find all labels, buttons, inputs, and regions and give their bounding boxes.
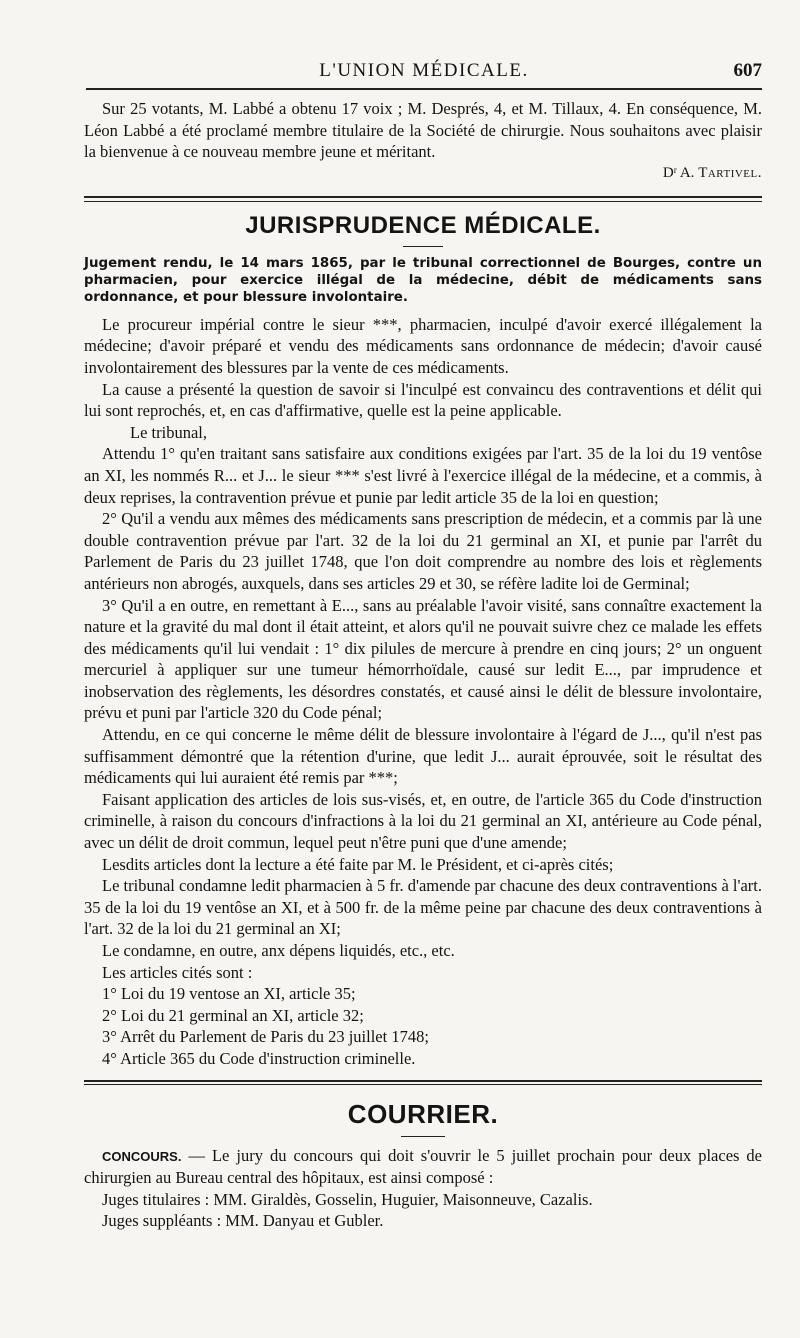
title-dash [403,246,443,247]
signature-name: Tartivel. [698,164,762,181]
judgment-paragraph: Le procureur impérial contre le sieur ***, pharmacien, inculpé d'avoir exercé illégalement la médecine; d'avoir préparé et vendu des médicaments sans ordonnance de médecin; d'avoir causé involontairement des blessures par la vente de ces médicaments. [84,314,762,377]
juges-titulaires: Juges titulaires : MM. Giraldès, Gosselin, Huguier, Maisonneuve, Cazalis. [102,1189,593,1209]
cited-articles-list [84,983,762,1069]
courrier-title: COURRIER. [347,1098,499,1129]
concours-label: CONCOURS. [102,1148,182,1164]
section-divider [84,196,762,202]
judgment-paragraph: Le tribunal condamne ledit pharmacien à 5 fr. d'amende par chacune des deux contraventions à l'art. 35 de la loi du 19 ventôse an XI, et à 500 fr. de la même peine par chacune des deux contraventions à l'art. 32 de la loi du 21 germinal an XI; [84,876,762,939]
list-item: 1° Loi du 19 ventose an XI, article 35; [102,984,356,1004]
judgment-paragraph: 3° Qu'il a en outre, en remettant à E..., sans au préalable l'avoir visité, sans connaître exactement la nature et la gravité du mal dont il était atteint, et alors qu'il ne pouvait suivre chez ce malade les effets des médicaments qu'il lui vendait : 1° dix pilules de mercure à prendre en cinq jours; 2° un onguent mercuriel à appliquer sur une tumeur hémorrhoïdale, causé sur ledit E..., par imprudence et inobservation des règlements, les désordres constatés, et causé ainsi le délit de blessure involontaire, prévu et puni par l'article 320 du Code pénal; [84,595,762,723]
judgment-paragraph: Attendu, en ce qui concerne le même délit de blessure involontaire à l'égard de J..., qu'il n'est pas suffisamment démontré que la rétention d'urine, que ledit J... aurait éprouvée, soit le résultat des médicaments qui lui auraient été remis par ***; [84,725,762,788]
concours-text: — Le jury du concours qui doit s'ouvrir le 5 juillet prochain pour deux places de chirurgien au Bureau central des hôpitaux, est ainsi composé : [84,1145,763,1188]
judgment-heading: Jugement rendu, le 14 mars 1865, par le tribunal correctionnel de Bourges, contre un pharmacien, pour exercice illégal de la médecine, débit de médicaments sans ordonnance, et pour blessure involontaire. [84,255,762,305]
concours-paragraph [84,1145,762,1189]
judgment-paragraph: Le tribunal, [130,422,207,442]
judgment-paragraph: Attendu 1° qu'en traitant sans satisfaire aux conditions exigées par l'art. 35 de la loi du 19 ventôse an XI, les nommés R... et J... le sieur *** s'est livré à l'exercice illégal de la médecine, et a commis, à deux reprises, la contravention prévue et punie par ledit article 35 de la loi en question; [84,444,762,507]
title-dash [401,1136,445,1137]
page-content [84,98,762,1232]
list-item: 4° Article 365 du Code d'instruction criminelle. [102,1048,416,1068]
judgment-paragraph: 2° Qu'il a vendu aux mêmes des médicaments sans prescription de médecin, et a commis par là une double contravention prévue par l'art. 32 de la loi du 21 germinal an XI, et punie par l'arrêt du Parlement de Paris du 23 juillet 1748, que l'on doit comprendre au nombre des lois et règlements antérieurs non abrogés, auxquels, dans ses articles 29 et 30, se réfère ladite loi de Germinal; [84,509,762,593]
judgment-paragraph: Lesdits articles dont la lecture a été faite par M. le Président, et ci-après cités; [102,854,614,874]
list-item: 2° Loi du 21 germinal an XI, article 32; [102,1005,364,1025]
list-item: 3° Arrêt du Parlement de Paris du 23 juillet 1748; [102,1027,429,1047]
judgment-paragraph: Faisant application des articles de lois sus-visés, et, en outre, de l'article 365 du Code d'instruction criminelle, à raison du concours d'infractions à la loi du 21 germinal an XI, antérieure au Code pénal, avec un délit de droit commun, lequel peut n'être puni que d'une amende; [84,789,762,853]
running-title: L'UNION MÉDICALE. [319,60,529,81]
jurisprudence-title: JURISPRUDENCE MÉDICALE. [245,211,601,239]
page-number: 607 [733,60,762,81]
intro-paragraph: Sur 25 votants, M. Labbé a obtenu 17 voix ; M. Després, 4, et M. Tillaux, 4. En conséquence, M. Léon Labbé a été proclamé membre titulaire de la Société de chirurgie. Nous souhaitons avec plaisir la bienvenue à ce nouveau membre jeune et méritant. [84,99,762,162]
juges-suppleants: Juges suppléants : MM. Danyau et Gubler. [102,1211,384,1231]
signature-prefix: Dʳ A. [662,164,695,181]
page-header [86,58,762,90]
section-divider [84,1080,762,1085]
judgment-paragraph: Le condamne, en outre, anx dépens liquidés, etc., etc. [102,941,455,960]
signature [84,165,762,182]
judgment-paragraph: Les articles cités sont : [102,962,253,982]
judgment-paragraph: La cause a présenté la question de savoir si l'inculpé est convaincu des contraventions et délit qui lui sont reprochés, et, en cas d'affirmative, quelle est la peine applicable. [84,379,762,421]
